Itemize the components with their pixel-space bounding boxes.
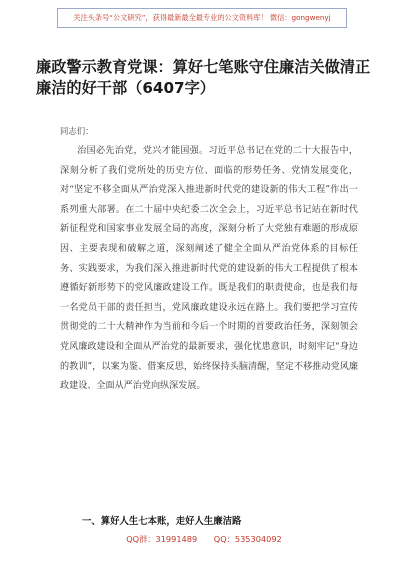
footer-qq-group: QQ群：31991489 — [126, 534, 198, 544]
footer — [0, 534, 408, 545]
header-banner: 关注头条号“公文研究”，获得最新最全最专业的公文资料库！ 微信：gongwenyj — [57, 8, 347, 28]
document-title: 廉政警示教育党课：算好七笔账守住廉洁关做清正廉洁的好干部（6407字） — [36, 58, 371, 97]
salutation: 同志们： — [60, 126, 94, 136]
body-paragraph: 治国必先治党，党兴才能国强。习近平总书记在党的二十大报告中，深刻分析了我们党所处的历史方位、面临的形势任务、党情发展变化，对“坚定不移全面从严治党深入推进新时代党的建设新的伟大工程”作出一系列重大部署。在二十届中央纪委二次全会上，习近平总书记站在新时代新征程党和国家事业发展全局的高度，深刻分析了大党独有难题的形成原因、主要表现和破解之道，深刻阐述了健全全面从严治党体系的目标任务、实践要求，为我们深入推进新时代党的建设新的伟大工程提供了根本遵循好新形势下的党风廉政建设工作。既是我们的职责使命，也是我们每一名党员干部的责任担当，党风廉政建设永远在路上。我们要把学习宣传贯彻党的二十大精神作为当前和今后一个时期的首要政治任务，深刻领会党风廉政建设和全面从严治党的最新要求，强化忧患意识，时刻牢记“身边的教训”，以案为鉴、借案反思，始终保持头脑清醒，坚定不移推动党风廉政建设、全面从严治党向纵深发展。 — [60, 146, 358, 392]
footer-qq: QQ：535304092 — [213, 534, 282, 544]
section-heading: 一、算好人生七本账，走好人生廉洁路 — [82, 516, 242, 527]
